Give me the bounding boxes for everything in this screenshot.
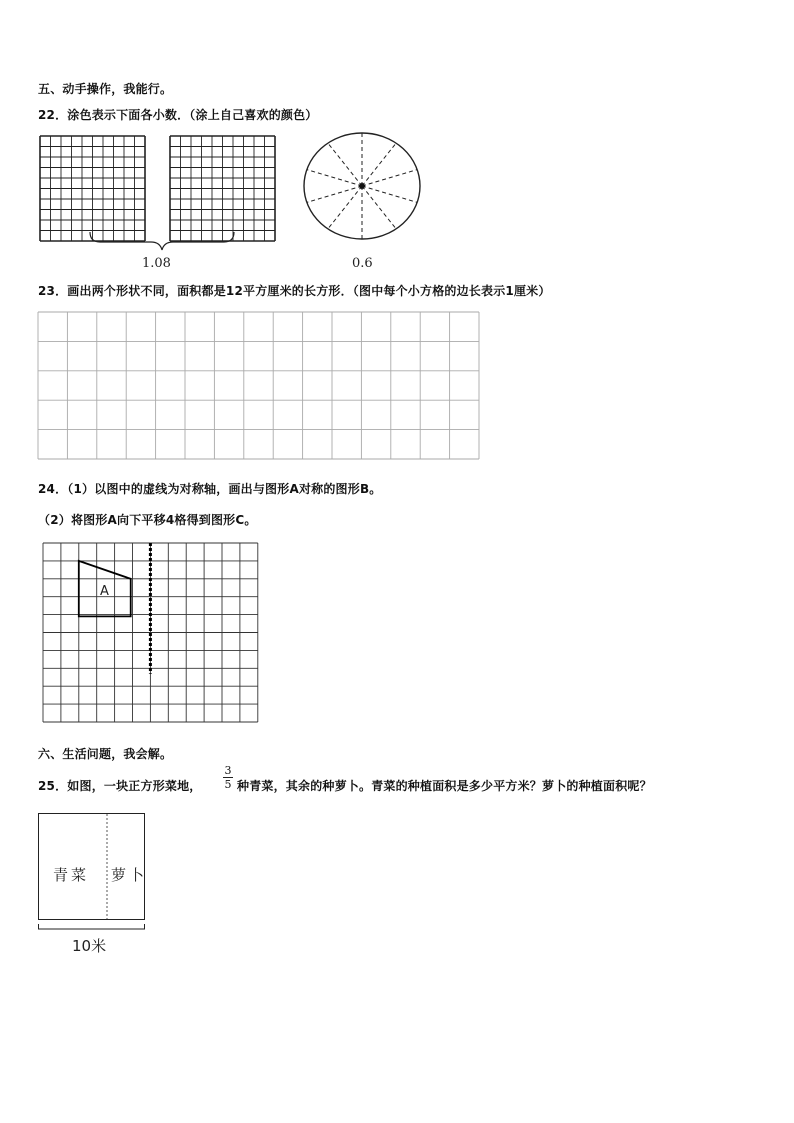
q23-text: 23．画出两个形状不同，面积都是12平方厘米的长方形．（图中每个小方格的边长表示1厘米） [38,284,551,298]
q24-shape-label: A [100,584,109,599]
circle-divider [307,186,362,202]
q25-text-before: 25．如图，一块正方形菜地， [38,779,202,793]
hundred-grid-2 [170,136,275,241]
q25-dimension-bracket [39,924,145,929]
circle-divider [362,143,396,186]
q22-circle [300,128,430,243]
circle-divider [307,170,362,186]
circle-divider [362,186,396,229]
circle-center [359,183,365,189]
section-6-title: 六、生活问题，我会解。 [38,747,173,761]
q25-label-right: 萝卜 [111,866,148,884]
circle-divider [362,170,417,186]
q25-text-after: 种青菜，其余的种萝卜。青菜的种植面积是多少平方米？萝卜的种植面积呢？ [237,779,652,793]
q22-text: 22．涂色表示下面各小数．（涂上自己喜欢的颜色） [38,108,318,122]
q22-label-grids: 1.08 [142,256,171,271]
section-5-title: 五、动手操作，我能行。 [38,82,173,96]
circle-divider [328,143,362,186]
q22-hundred-grids [38,132,288,252]
hundred-grid-1 [40,136,145,241]
q25-fraction-numerator: 3 [224,764,232,777]
q25-label-left: 青菜 [53,866,90,884]
q25-fraction [221,764,235,791]
q24-grid [43,543,258,733]
q25-fraction-denominator: 5 [224,778,232,791]
q22-label-circle: 0.6 [352,256,373,271]
q23-grid [38,312,483,462]
circle-divider [328,186,362,229]
q24-text-2: （2）将图形A向下平移4格得到图形C。 [38,513,257,527]
q25-dimension-label: 10米 [72,937,107,955]
circle-divider [362,186,417,202]
q24-text-1: 24．（1）以图中的虚线为对称轴，画出与图形A对称的图形B。 [38,482,382,496]
